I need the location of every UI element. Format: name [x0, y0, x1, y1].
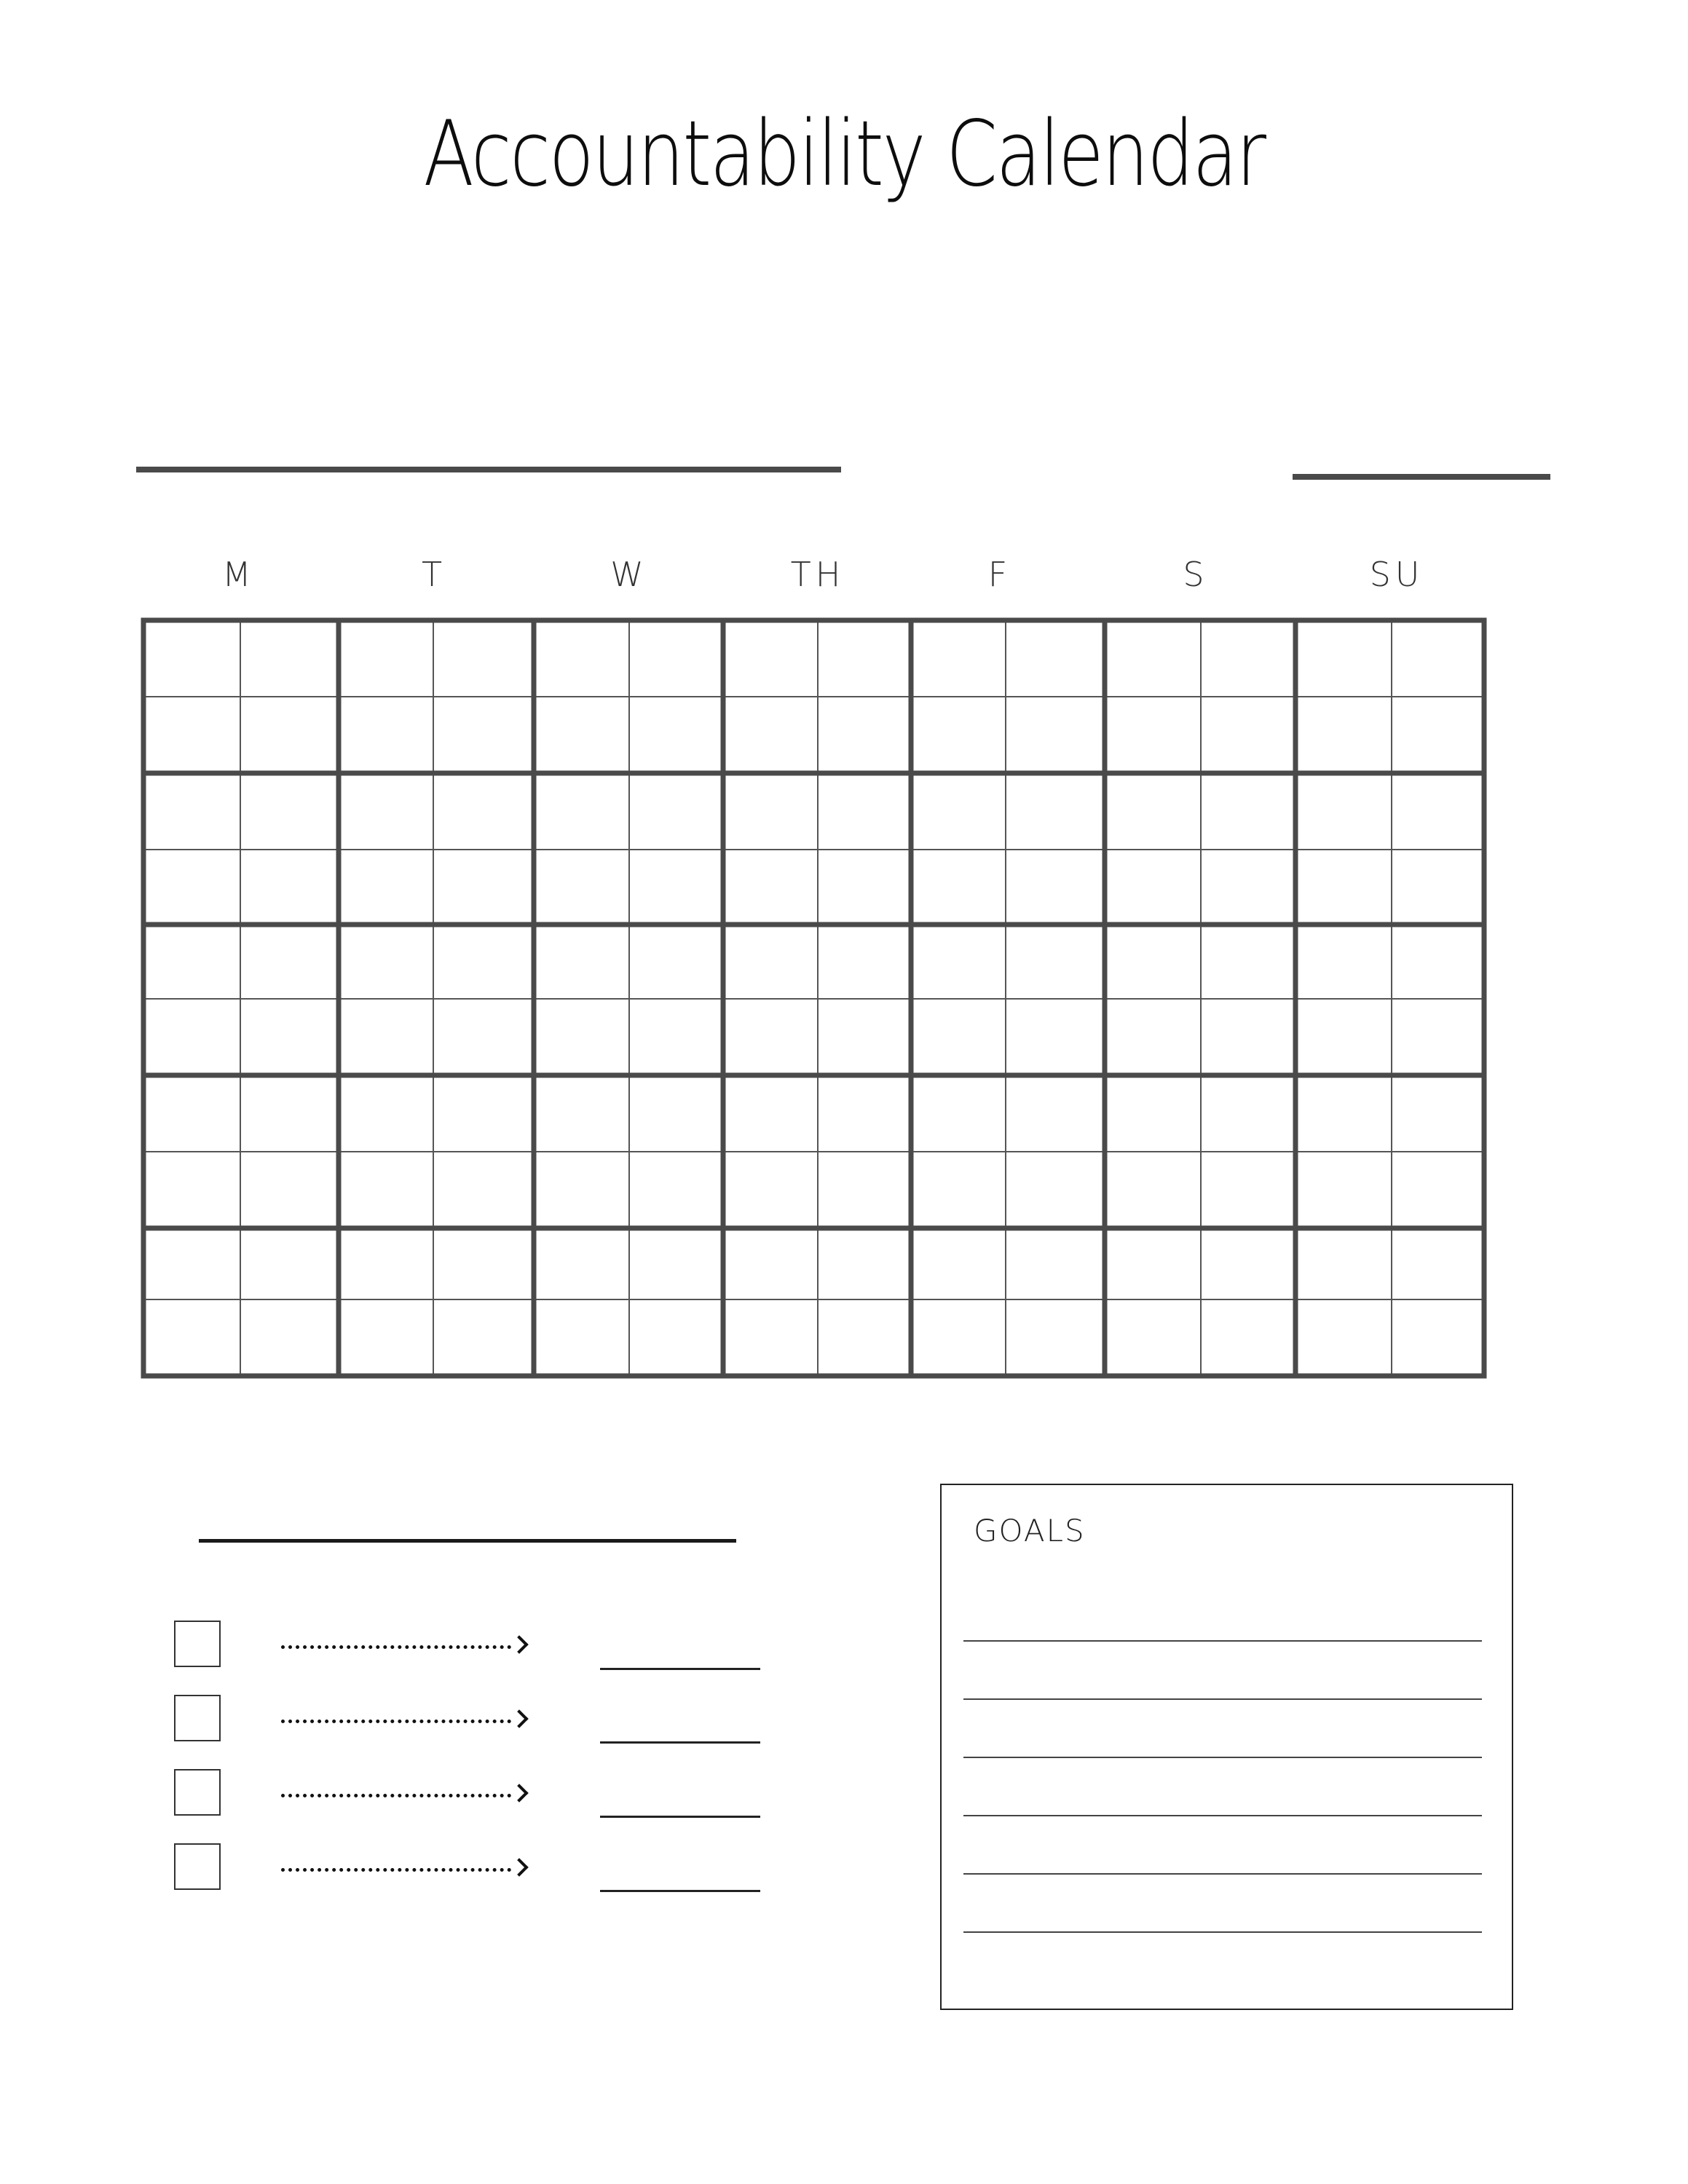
answer-line[interactable] — [600, 1816, 760, 1818]
dotted-arrow-icon — [281, 1784, 529, 1806]
day-label-tuesday: T — [421, 555, 447, 594]
checkbox[interactable] — [174, 1695, 221, 1741]
checkbox[interactable] — [174, 1621, 221, 1667]
goal-line[interactable] — [963, 1757, 1482, 1758]
page-title: Accountability Calendar — [423, 102, 1265, 207]
day-label-friday: F — [987, 555, 1012, 594]
answer-line[interactable] — [600, 1741, 760, 1744]
day-label-sunday: SU — [1369, 555, 1424, 594]
goal-line[interactable] — [963, 1931, 1482, 1933]
goals-box — [940, 1484, 1513, 2010]
checkbox[interactable] — [174, 1769, 221, 1816]
goals-title: GOALS — [974, 1513, 1086, 1548]
dotted-arrow-icon — [281, 1859, 529, 1880]
answer-line[interactable] — [600, 1668, 760, 1670]
goal-line[interactable] — [963, 1698, 1482, 1700]
day-label-saturday: S — [1183, 555, 1209, 594]
calendar-grid-thin-lines — [143, 620, 1484, 1376]
day-label-wednesday: W — [610, 555, 648, 594]
checklist-heading-line[interactable] — [199, 1539, 736, 1543]
day-label-monday: M — [222, 555, 256, 594]
goal-line[interactable] — [963, 1640, 1482, 1642]
answer-line[interactable] — [600, 1890, 760, 1892]
dotted-arrow-icon — [281, 1710, 529, 1732]
day-label-thursday: TH — [790, 555, 845, 594]
goal-line[interactable] — [963, 1873, 1482, 1875]
dotted-arrow-icon — [281, 1636, 529, 1658]
goal-line[interactable] — [963, 1815, 1482, 1816]
checkbox[interactable] — [174, 1843, 221, 1890]
